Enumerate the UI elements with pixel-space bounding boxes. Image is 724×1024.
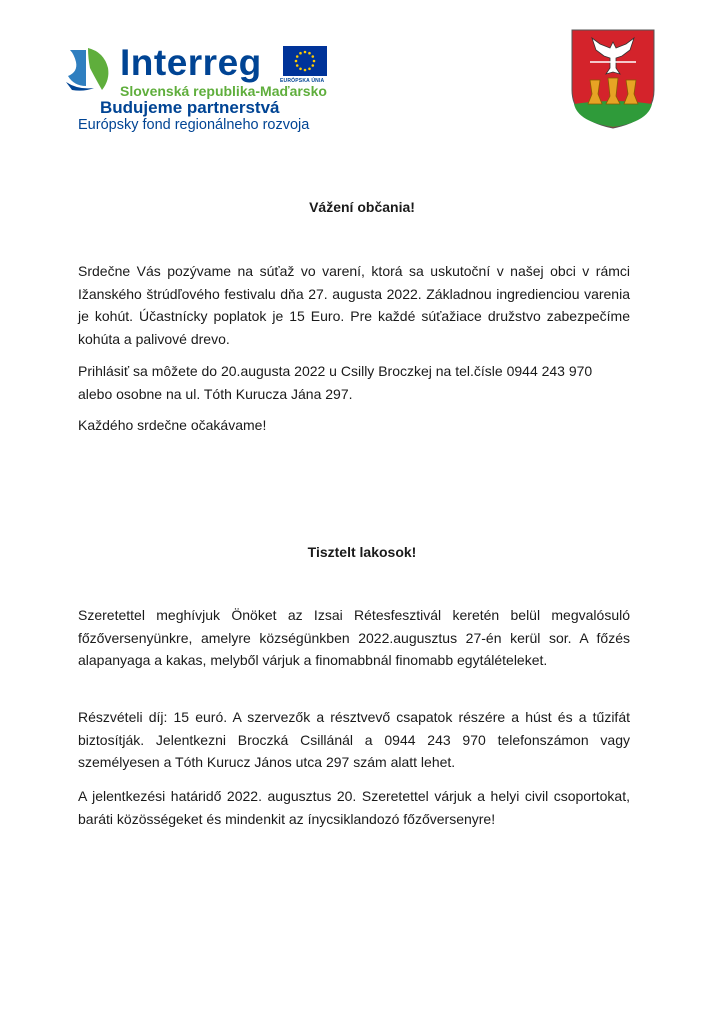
eu-star-icon [304,51,307,54]
hungarian-paragraph: Részvételi díj: 15 euró. A szervezők a résztvevő csapatok részére a húst és a tűzifát biztosítják. Jelentkezni Broczká Csillánál a 0944 243 970 telefonszámon vagy személyesen a Tóth Kurucz János utca 297 szám alatt lehet. [78,709,630,770]
hungarian-paragraph: Szeretettel meghívjuk Önöket az Izsai Rétesfesztivál keretén belül megvalósuló főzőversenyünkre, amelyre községünkben 2022.augusztus 27-én kerül sor. A főzés alapanyaga a kakas, melyből várjuk a finomabbnál finomabb egytálételeket. [78,607,630,668]
eu-star-icon [311,55,314,58]
eu-star-icon [296,55,299,58]
eu-star-icon [308,67,311,70]
municipal-crest-icon [570,28,656,130]
slovak-paragraph: Srdečne Vás pozývame na súťaž vo varení, ktorá sa uskutoční v našej obci v rámci Ižanského štrúdľového festivalu dňa 27. augusta 2022. Základnou ingredienciou varenia je kohút. Účastnícky poplatok je 15 Euro. Pre každé súťažiace družstvo zabezpečíme kohúta a palivové drevo. [78,263,630,347]
interreg-logo [60,42,360,134]
slovak-paragraph: Každého srdečne očakávame! [78,417,267,433]
interreg-logo-icon [64,46,112,92]
eu-star-icon [308,52,311,55]
eu-star-icon [299,67,302,70]
slovak-heading: Vážení občania! [309,199,415,215]
slovak-paragraph: Prihlásiť sa môžete do 20.augusta 2022 u Csilly Broczkej na tel.čísle 0944 243 970 alebo osobne na ul. Tóth Kurucza Jána 297. [78,363,593,402]
fund-name: Európsky fond regionálneho rozvoja [78,117,310,133]
eu-star-icon [304,69,307,72]
programme-name: Slovenská republika-Maďarsko [120,83,327,99]
eu-caption: EURÓPSKA ÚNIA [280,78,325,84]
slogan: Budujeme partnerstvá [100,98,280,117]
eu-flag-icon [283,46,327,76]
eu-star-icon [295,60,298,63]
eu-star-icon [313,60,316,63]
interreg-wordmark: Interreg [120,42,262,83]
hungarian-heading: Tisztelt lakosok! [307,544,417,560]
eu-star-icon [311,64,314,67]
hungarian-paragraph: A jelentkezési határidő 2022. augusztus 20. Szeretettel várjuk a helyi civil csoportokat, baráti közösségeket és mindenkit az ínycsiklandozó főzőversenyre! [78,788,630,827]
eu-star-icon [299,52,302,55]
eu-star-icon [296,64,299,67]
